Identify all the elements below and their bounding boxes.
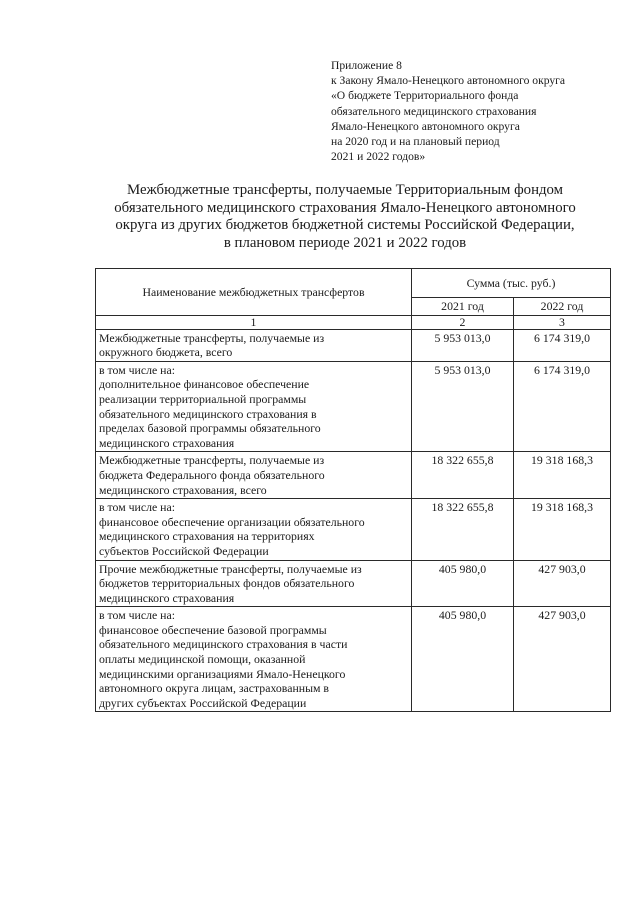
transfer-name-cell (96, 361, 412, 452)
appendix-line: «О бюджете Территориального фонда (331, 89, 519, 103)
header-year-2021: 2021 год (412, 298, 514, 316)
transfer-name-line: пределах базовой программы обязательного (99, 421, 321, 436)
amount-2022-cell: 19 318 168,3 (514, 499, 611, 560)
appendix-header (331, 58, 631, 164)
transfer-name-line: медицинского страхования, всего (99, 482, 267, 497)
index-cell: 1 (96, 315, 412, 329)
amount-2021-cell: 5 953 013,0 (412, 361, 514, 452)
appendix-line: 2021 и 2022 годов» (331, 150, 426, 164)
transfer-name-line: в том числе на: (99, 608, 175, 623)
amount-2022-cell: 19 318 168,3 (514, 452, 611, 499)
index-cell: 2 (412, 315, 514, 329)
amount-2021-cell: 18 322 655,8 (412, 499, 514, 560)
title-line: округа из других бюджетов бюджетной системы Российской Федерации, (115, 217, 575, 234)
amount-2022-cell: 6 174 319,0 (514, 361, 611, 452)
transfer-name-line: дополнительное финансовое обеспечение (99, 377, 310, 392)
transfer-name-line: финансовое обеспечение организации обязательного (99, 514, 365, 529)
transfer-name-cell (96, 560, 412, 607)
transfer-name-line: автономного округа лицам, застрахованным в (99, 681, 329, 696)
amount-2021-cell: 405 980,0 (412, 560, 514, 607)
transfer-name-cell (96, 607, 412, 712)
appendix-line: Ямало-Ненецкого автономного округа (331, 119, 520, 133)
amount-2022-cell: 6 174 319,0 (514, 329, 611, 361)
transfer-name-line: медицинского страхования (99, 435, 235, 450)
transfer-name-line: реализации территориальной программы (99, 391, 307, 406)
transfer-name-line: обязательного медицинского страхования в части (99, 637, 348, 652)
header-name-cell: Наименование межбюджетных трансфертов (96, 269, 412, 316)
appendix-line: Приложение 8 (331, 59, 402, 72)
title-line: в плановом периоде 2021 и 2022 годов (223, 234, 467, 251)
transfers-table (95, 268, 611, 712)
table-row (96, 361, 611, 452)
transfer-name-line: медицинского страхования на территориях (99, 529, 315, 544)
transfer-name-line: других субъектах Российской Федерации (99, 695, 307, 710)
transfer-name-cell (96, 499, 412, 560)
transfer-name-line: финансовое обеспечение базовой программы (99, 622, 327, 637)
amount-2021-cell: 5 953 013,0 (412, 329, 514, 361)
table-row (96, 452, 611, 499)
transfer-name-line: бюджетов территориальных фондов обязательного (99, 576, 355, 591)
transfer-name-line: обязательного медицинского страхования в (99, 406, 317, 421)
transfer-name-line: оплаты медицинской помощи, оказанной (99, 652, 306, 667)
table-row (96, 499, 611, 560)
appendix-line: к Закону Ямало-Ненецкого автономного округа (331, 74, 566, 88)
transfer-name-line: в том числе на: (99, 500, 175, 515)
transfer-name-line: медицинского страхования (99, 590, 235, 605)
index-cell: 3 (514, 315, 611, 329)
amount-2021-cell: 405 980,0 (412, 607, 514, 712)
transfer-name-line: медицинскими организациями Ямало-Ненецкого (99, 666, 346, 681)
appendix-line: на 2020 год и на плановый период (331, 135, 500, 149)
amount-2021-cell: 18 322 655,8 (412, 452, 514, 499)
table-header-row (96, 269, 611, 298)
transfer-name-line: окружного бюджета, всего (99, 345, 233, 360)
header-year-2022: 2022 год (514, 298, 611, 316)
transfer-name-line: субъектов Российской Федерации (99, 543, 269, 558)
header-sum-cell: Сумма (тыс. руб.) (412, 269, 611, 298)
transfer-name-line: Прочие межбюджетные трансферты, получаемые из (99, 561, 362, 576)
table-row (96, 329, 611, 361)
table-index-row (96, 315, 611, 329)
transfer-name-line: Межбюджетные трансферты, получаемые из (99, 453, 325, 468)
transfer-name-line: Межбюджетные трансферты, получаемые из (99, 330, 325, 345)
transfer-name-cell (96, 329, 412, 361)
table-row (96, 560, 611, 607)
table-row (96, 607, 611, 712)
title-line: обязательного медицинского страхования Ямало-Ненецкого автономного (114, 199, 576, 216)
appendix-line: обязательного медицинского страхования (331, 104, 537, 118)
table-body (96, 329, 611, 712)
amount-2022-cell: 427 903,0 (514, 560, 611, 607)
amount-2022-cell: 427 903,0 (514, 607, 611, 712)
transfer-name-line: в том числе на: (99, 362, 175, 377)
document-title (100, 182, 590, 252)
title-line: Межбюджетные трансферты, получаемые Территориальным фондом (126, 182, 564, 198)
transfer-name-cell (96, 452, 412, 499)
transfer-name-line: бюджета Федерального фонда обязательного (99, 467, 325, 482)
